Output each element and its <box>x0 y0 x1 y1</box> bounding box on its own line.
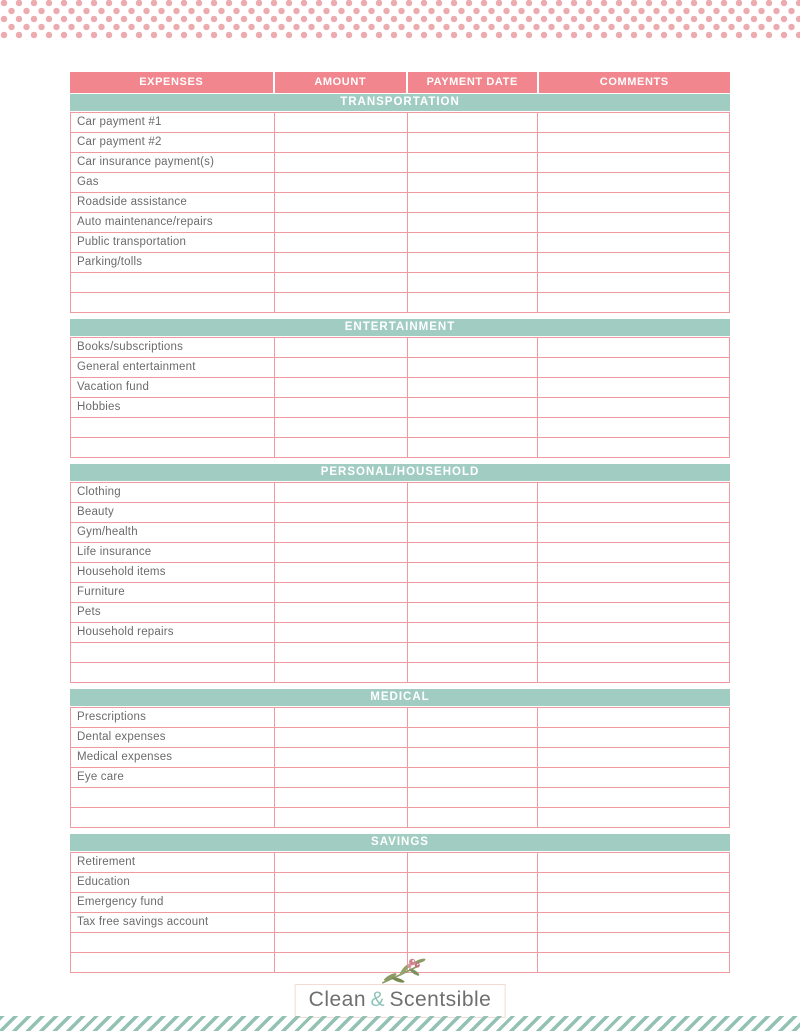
amount-cell <box>275 113 408 132</box>
payment-date-cell <box>408 233 538 252</box>
table-row <box>71 623 729 643</box>
payment-date-cell <box>408 663 538 682</box>
comments-cell <box>538 398 729 417</box>
expense-label-cell: General entertainment <box>71 358 275 377</box>
amount-cell <box>275 338 408 357</box>
amount-cell <box>275 233 408 252</box>
table-section <box>70 689 730 828</box>
table-row <box>71 913 729 933</box>
expense-label-cell <box>71 418 275 437</box>
comments-cell <box>538 253 729 272</box>
table-row <box>71 663 729 682</box>
expense-label-cell: Household repairs <box>71 623 275 642</box>
payment-date-cell <box>408 503 538 522</box>
table-row <box>71 728 729 748</box>
amount-cell <box>275 213 408 232</box>
comments-cell <box>538 358 729 377</box>
amount-cell <box>275 913 408 932</box>
comments-cell <box>538 293 729 312</box>
table-row <box>71 113 729 133</box>
table-row <box>71 438 729 457</box>
amount-cell <box>275 293 408 312</box>
payment-date-cell <box>408 853 538 872</box>
amount-cell <box>275 853 408 872</box>
comments-cell <box>538 273 729 292</box>
expense-label-cell: Tax free savings account <box>71 913 275 932</box>
table-row <box>71 153 729 173</box>
expense-label-cell <box>71 953 275 972</box>
diagonal-stripe-border <box>0 1016 800 1031</box>
table-row <box>71 523 729 543</box>
expense-label-cell: Roadside assistance <box>71 193 275 212</box>
table-row <box>71 133 729 153</box>
table-row <box>71 193 729 213</box>
table-row <box>71 253 729 273</box>
payment-date-cell <box>408 113 538 132</box>
table-section <box>70 319 730 458</box>
comments-cell <box>538 338 729 357</box>
amount-cell <box>275 873 408 892</box>
table-row <box>71 853 729 873</box>
comments-cell <box>538 173 729 192</box>
payment-date-cell <box>408 563 538 582</box>
expense-label-cell: Public transportation <box>71 233 275 252</box>
comments-cell <box>538 483 729 502</box>
payment-date-cell <box>408 623 538 642</box>
amount-cell <box>275 563 408 582</box>
payment-date-cell <box>408 418 538 437</box>
comments-cell <box>538 808 729 827</box>
amount-cell <box>275 748 408 767</box>
section-header: PERSONAL/HOUSEHOLD <box>70 464 730 481</box>
table-row <box>71 748 729 768</box>
comments-cell <box>538 523 729 542</box>
expense-label-cell: Books/subscriptions <box>71 338 275 357</box>
expense-label-cell: Life insurance <box>71 543 275 562</box>
amount-cell <box>275 438 408 457</box>
expense-label-cell: Parking/tolls <box>71 253 275 272</box>
amount-cell <box>275 603 408 622</box>
payment-date-cell <box>408 543 538 562</box>
table-row <box>71 873 729 893</box>
payment-date-cell <box>408 603 538 622</box>
payment-date-cell <box>408 873 538 892</box>
payment-date-cell <box>408 788 538 807</box>
comments-cell <box>538 748 729 767</box>
payment-date-cell <box>408 173 538 192</box>
table-row <box>71 358 729 378</box>
payment-date-cell <box>408 893 538 912</box>
expense-label-cell: Auto maintenance/repairs <box>71 213 275 232</box>
table-row <box>71 233 729 253</box>
payment-date-cell <box>408 583 538 602</box>
comments-cell <box>538 728 729 747</box>
expense-label-cell <box>71 293 275 312</box>
amount-cell <box>275 153 408 172</box>
payment-date-cell <box>408 398 538 417</box>
comments-cell <box>538 193 729 212</box>
table-row <box>71 893 729 913</box>
payment-date-cell <box>408 378 538 397</box>
comments-cell <box>538 563 729 582</box>
table-row <box>71 643 729 663</box>
brand-ampersand: & <box>370 988 385 1011</box>
expense-label-cell: Prescriptions <box>71 708 275 727</box>
table-header-row <box>70 72 730 93</box>
table-row <box>71 543 729 563</box>
table-row <box>71 603 729 623</box>
table-row <box>71 418 729 438</box>
amount-cell <box>275 398 408 417</box>
table-row <box>71 398 729 418</box>
table-row <box>71 768 729 788</box>
section-header: TRANSPORTATION <box>70 94 730 111</box>
comments-cell <box>538 418 729 437</box>
amount-cell <box>275 728 408 747</box>
amount-cell <box>275 623 408 642</box>
payment-date-cell <box>408 748 538 767</box>
amount-cell <box>275 173 408 192</box>
amount-cell <box>275 483 408 502</box>
brand-logo <box>295 984 506 1018</box>
payment-date-cell <box>408 643 538 662</box>
table-row <box>71 273 729 293</box>
expense-label-cell <box>71 808 275 827</box>
expense-label-cell: Vacation fund <box>71 378 275 397</box>
payment-date-cell <box>408 273 538 292</box>
expense-label-cell: Car payment #1 <box>71 113 275 132</box>
payment-date-cell <box>408 293 538 312</box>
payment-date-cell <box>408 153 538 172</box>
table-row <box>71 583 729 603</box>
column-header-amount: AMOUNT <box>275 72 408 93</box>
expense-label-cell: Medical expenses <box>71 748 275 767</box>
expense-label-cell: Dental expenses <box>71 728 275 747</box>
expense-label-cell <box>71 788 275 807</box>
amount-cell <box>275 808 408 827</box>
table-row <box>71 503 729 523</box>
payment-date-cell <box>408 133 538 152</box>
column-header-expenses: EXPENSES <box>70 72 275 93</box>
comments-cell <box>538 113 729 132</box>
table-row <box>71 293 729 312</box>
comments-cell <box>538 583 729 602</box>
amount-cell <box>275 768 408 787</box>
expense-label-cell: Household items <box>71 563 275 582</box>
section-header: ENTERTAINMENT <box>70 319 730 336</box>
payment-date-cell <box>408 358 538 377</box>
expense-label-cell: Gas <box>71 173 275 192</box>
comments-cell <box>538 153 729 172</box>
amount-cell <box>275 543 408 562</box>
expense-label-cell: Pets <box>71 603 275 622</box>
comments-cell <box>538 233 729 252</box>
comments-cell <box>538 623 729 642</box>
expense-label-cell <box>71 643 275 662</box>
comments-cell <box>538 788 729 807</box>
expense-label-cell: Emergency fund <box>71 893 275 912</box>
comments-cell <box>538 893 729 912</box>
amount-cell <box>275 663 408 682</box>
comments-cell <box>538 913 729 932</box>
amount-cell <box>275 193 408 212</box>
expense-label-cell: Eye care <box>71 768 275 787</box>
polka-dot-border <box>0 0 800 40</box>
amount-cell <box>275 788 408 807</box>
expense-label-cell: Beauty <box>71 503 275 522</box>
table-row <box>71 378 729 398</box>
amount-cell <box>275 503 408 522</box>
expense-label-cell: Car insurance payment(s) <box>71 153 275 172</box>
amount-cell <box>275 253 408 272</box>
amount-cell <box>275 583 408 602</box>
amount-cell <box>275 133 408 152</box>
comments-cell <box>538 378 729 397</box>
table-row <box>71 808 729 827</box>
comments-cell <box>538 543 729 562</box>
expense-label-cell: Car payment #2 <box>71 133 275 152</box>
payment-date-cell <box>408 213 538 232</box>
expense-label-cell: Retirement <box>71 853 275 872</box>
expense-label-cell <box>71 438 275 457</box>
payment-date-cell <box>408 913 538 932</box>
comments-cell <box>538 503 729 522</box>
payment-date-cell <box>408 253 538 272</box>
amount-cell <box>275 378 408 397</box>
section-header: SAVINGS <box>70 834 730 851</box>
brand-name-second: Scentsible <box>389 988 492 1011</box>
comments-cell <box>538 768 729 787</box>
payment-date-cell <box>408 768 538 787</box>
payment-date-cell <box>408 338 538 357</box>
payment-date-cell <box>408 523 538 542</box>
amount-cell <box>275 643 408 662</box>
expense-label-cell: Hobbies <box>71 398 275 417</box>
column-header-comments: COMMENTS <box>599 76 669 88</box>
comments-cell <box>538 603 729 622</box>
expense-label-cell: Education <box>71 873 275 892</box>
comments-cell <box>538 853 729 872</box>
amount-cell <box>275 893 408 912</box>
comments-cell <box>538 953 729 972</box>
table-section <box>70 94 730 313</box>
amount-cell <box>275 418 408 437</box>
expense-label-cell: Clothing <box>71 483 275 502</box>
table-row <box>71 563 729 583</box>
comments-cell <box>538 933 729 952</box>
table-row <box>71 173 729 193</box>
comments-cell <box>538 708 729 727</box>
comments-cell <box>538 213 729 232</box>
column-header-payment-date: PAYMENT DATE <box>408 72 539 93</box>
expense-label-cell <box>71 273 275 292</box>
table-row <box>71 483 729 503</box>
payment-date-cell <box>408 483 538 502</box>
expense-label-cell <box>71 933 275 952</box>
comments-cell <box>538 438 729 457</box>
amount-cell <box>275 358 408 377</box>
brand-name-first: Clean <box>308 988 367 1011</box>
expense-label-cell: Gym/health <box>71 523 275 542</box>
amount-cell <box>275 523 408 542</box>
table-row <box>71 338 729 358</box>
section-header: MEDICAL <box>70 689 730 706</box>
expense-label-cell: Furniture <box>71 583 275 602</box>
amount-cell <box>275 273 408 292</box>
table-row <box>71 213 729 233</box>
payment-date-cell <box>408 808 538 827</box>
table-section <box>70 464 730 683</box>
expense-label-cell <box>71 663 275 682</box>
payment-date-cell <box>408 193 538 212</box>
payment-date-cell <box>408 438 538 457</box>
budget-table <box>70 72 730 973</box>
comments-cell <box>538 643 729 662</box>
comments-cell <box>538 873 729 892</box>
comments-cell <box>538 663 729 682</box>
floral-sprig-icon <box>374 950 430 988</box>
table-row <box>71 708 729 728</box>
table-row <box>71 788 729 808</box>
comments-cell <box>538 133 729 152</box>
amount-cell <box>275 708 408 727</box>
payment-date-cell <box>408 728 538 747</box>
payment-date-cell <box>408 708 538 727</box>
table-sections <box>70 94 730 973</box>
